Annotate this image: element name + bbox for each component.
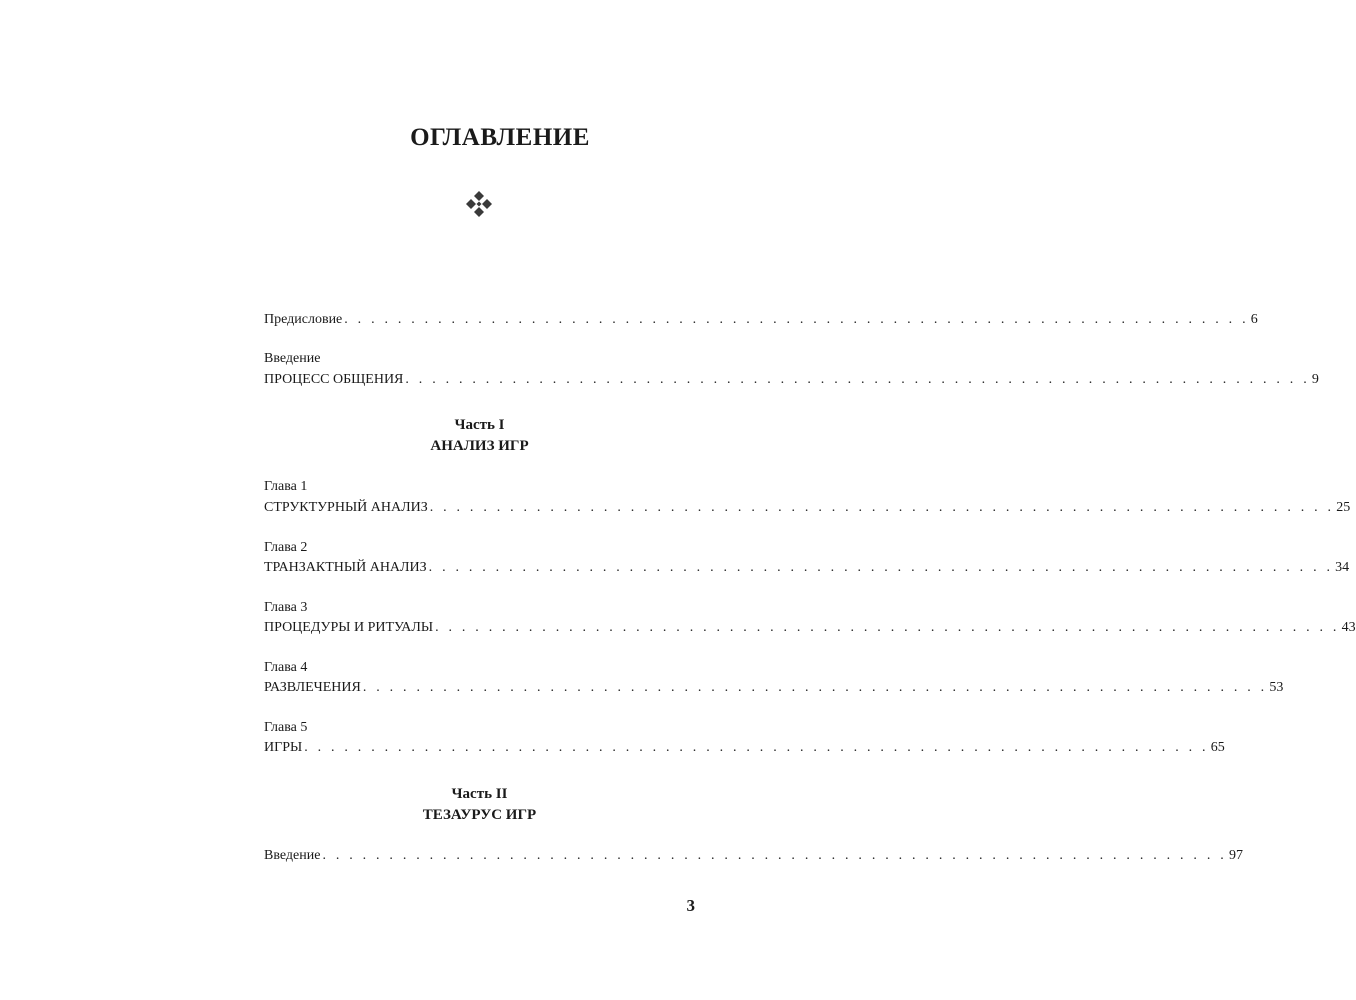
dot-leader: . . . . . . . . . . . . . . . . . . . . . . . . . . . . . . . . . . . . . . . . . . . . . . . . . . . . . . . . . . . . . . . . . . . . [304,740,1209,755]
dot-leader: . . . . . . . . . . . . . . . . . . . . . . . . . . . . . . . . . . . . . . . . . . . . . . . . . . . . . . . . . . . . . . . . . . . . [429,500,1335,515]
toc-page-number: 53 [1269,680,1284,695]
toc-entry-thesaurus-intro[interactable] [264,846,1243,866]
toc-entry-chapter-2[interactable] [264,558,1350,578]
toc-caption-chapter: Глава 3 [264,600,308,615]
toc-entry-preface[interactable] [264,310,1258,330]
toc-page-number: 43 [1341,620,1356,635]
page-number: 3 [686,896,695,915]
dot-leader: . . . . . . . . . . . . . . . . . . . . . . . . . . . . . . . . . . . . . . . . . . . . . . . . . . . . . . . . . . . . . . . . . . . . [344,312,1249,327]
toc-page-number: 97 [1228,848,1243,863]
toc-page-number: 25 [1336,500,1351,515]
toc-entry-label: Введение [264,848,321,863]
diamond-cluster-ornament-icon [465,190,493,218]
toc-entry-label: РАЗВЛЕЧЕНИЯ [264,680,361,695]
toc-entry-chapter-5[interactable] [264,738,1225,758]
toc-entry-chapter-3[interactable] [264,618,1356,638]
toc-caption-chapter: Глава 5 [264,720,308,735]
dot-leader: . . . . . . . . . . . . . . . . . . . . . . . . . . . . . . . . . . . . . . . . . . . . . . . . . . . . . . . . . . . . . . . . . . . . [405,372,1310,387]
toc-entry-chapter-4[interactable] [264,678,1284,698]
toc-entry-intro[interactable] [264,370,1319,390]
toc-page-number: 9 [1311,372,1319,387]
dot-leader: . . . . . . . . . . . . . . . . . . . . . . . . . . . . . . . . . . . . . . . . . . . . . . . . . . . . . . . . . . . . . . . . . . . . [362,680,1268,695]
toc-caption-intro: Введение [264,351,321,366]
toc-page-number: 34 [1335,560,1350,575]
toc-caption-chapter: Глава 1 [264,479,308,494]
part-number: Часть II [451,786,508,802]
part-number: Часть I [454,417,505,433]
toc-entry-label: СТРУКТУРНЫЙ АНАЛИЗ [264,500,428,515]
toc-entry-label: ТРАНЗАКТНЫЙ АНАЛИЗ [264,560,427,575]
dot-leader: . . . . . . . . . . . . . . . . . . . . . . . . . . . . . . . . . . . . . . . . . . . . . . . . . . . . . . . . . . . . . . . . . . . . [322,848,1227,863]
toc-entry-label: ПРОЦЕСС ОБЩЕНИЯ [264,372,404,387]
toc-entry-label: ПРОЦЕДУРЫ И РИТУАЛЫ [264,620,434,635]
dot-leader: . . . . . . . . . . . . . . . . . . . . . . . . . . . . . . . . . . . . . . . . . . . . . . . . . . . . . . . . . . . . . . . . . . . . [428,560,1334,575]
toc-page-number: 65 [1210,740,1225,755]
toc-page-number: 6 [1250,312,1258,327]
toc-caption-chapter: Глава 2 [264,540,308,555]
part-title: ТЕЗАУРУС ИГР [422,807,537,823]
dot-leader: . . . . . . . . . . . . . . . . . . . . . . . . . . . . . . . . . . . . . . . . . . . . . . . . . . . . . . . . . . . . . . . . . . . . [435,620,1340,635]
toc-entry-chapter-1[interactable] [264,498,1351,518]
toc-entry-label: ИГРЫ [264,740,303,755]
page-title: ОГЛАВЛЕНИЕ [410,124,590,151]
toc-caption-chapter: Глава 4 [264,660,308,675]
toc-entry-label: Предисловие [264,312,343,327]
part-title: АНАЛИЗ ИГР [430,438,529,454]
